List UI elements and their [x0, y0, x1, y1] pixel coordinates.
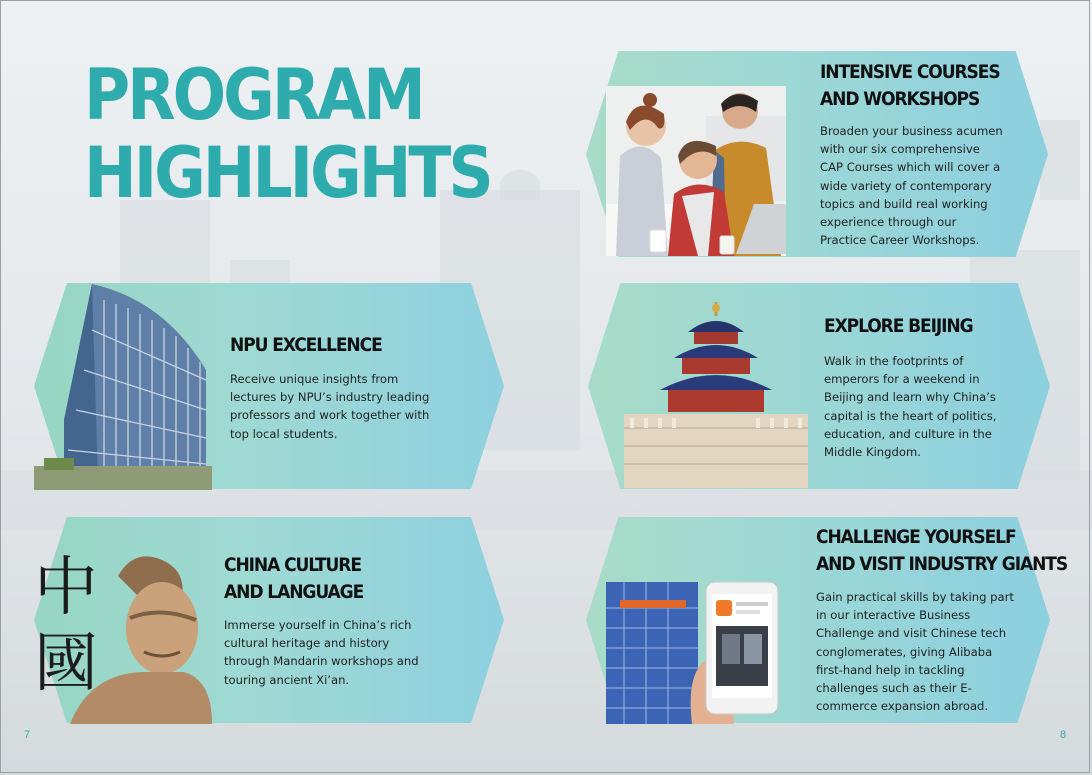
courses-title: INTENSIVE COURSES AND WORKSHOPS [820, 61, 1000, 110]
npu-text: Receive unique insights from lectures by NPU’s industry leading professors and work together with top local students. [230, 372, 430, 441]
calligraphy: 中 國 [34, 551, 98, 701]
page-title: PROGRAM HIGHLIGHTS [84, 54, 491, 214]
temple-of-heaven-photo [622, 302, 810, 488]
npu-building-photo [34, 270, 212, 490]
culture-title: CHINA CULTURE AND LANGUAGE [224, 554, 364, 603]
beijing-title: EXPLORE BEIJING [824, 315, 973, 337]
challenge-title: CHALLENGE YOURSELF AND VISIT INDUSTRY GIANTS [816, 526, 1068, 575]
bg-dome [500, 170, 540, 200]
culture-text: Immerse yourself in China’s rich cultural heritage and history through Mandarin workshops and touring ancient Xi’an. [224, 618, 419, 687]
alibaba-phone-photo [606, 578, 788, 724]
students-photo [606, 86, 786, 256]
page-number-left: 7 [24, 729, 31, 741]
courses-text: Broaden your business acumen with our six comprehensive CAP Courses which will cover a wide variety of contemporary topics and build real working experience through our Practice Career Workshops. [820, 124, 1003, 248]
page-number-right: 8 [1060, 729, 1067, 741]
challenge-text: Gain practical skills by taking part in our interactive Business Challenge and visit Chinese tech conglomerates, giving Alibaba first-hand help in tackling challenges such as their E-commerce expansion abroad. [816, 590, 1014, 714]
npu-title: NPU EXCELLENCE [230, 334, 382, 356]
beijing-text: Walk in the footprints of emperors for a weekend in Beijing and learn why China’s capital is the heart of politics, education, and culture in the Middle Kingdom. [824, 354, 997, 460]
